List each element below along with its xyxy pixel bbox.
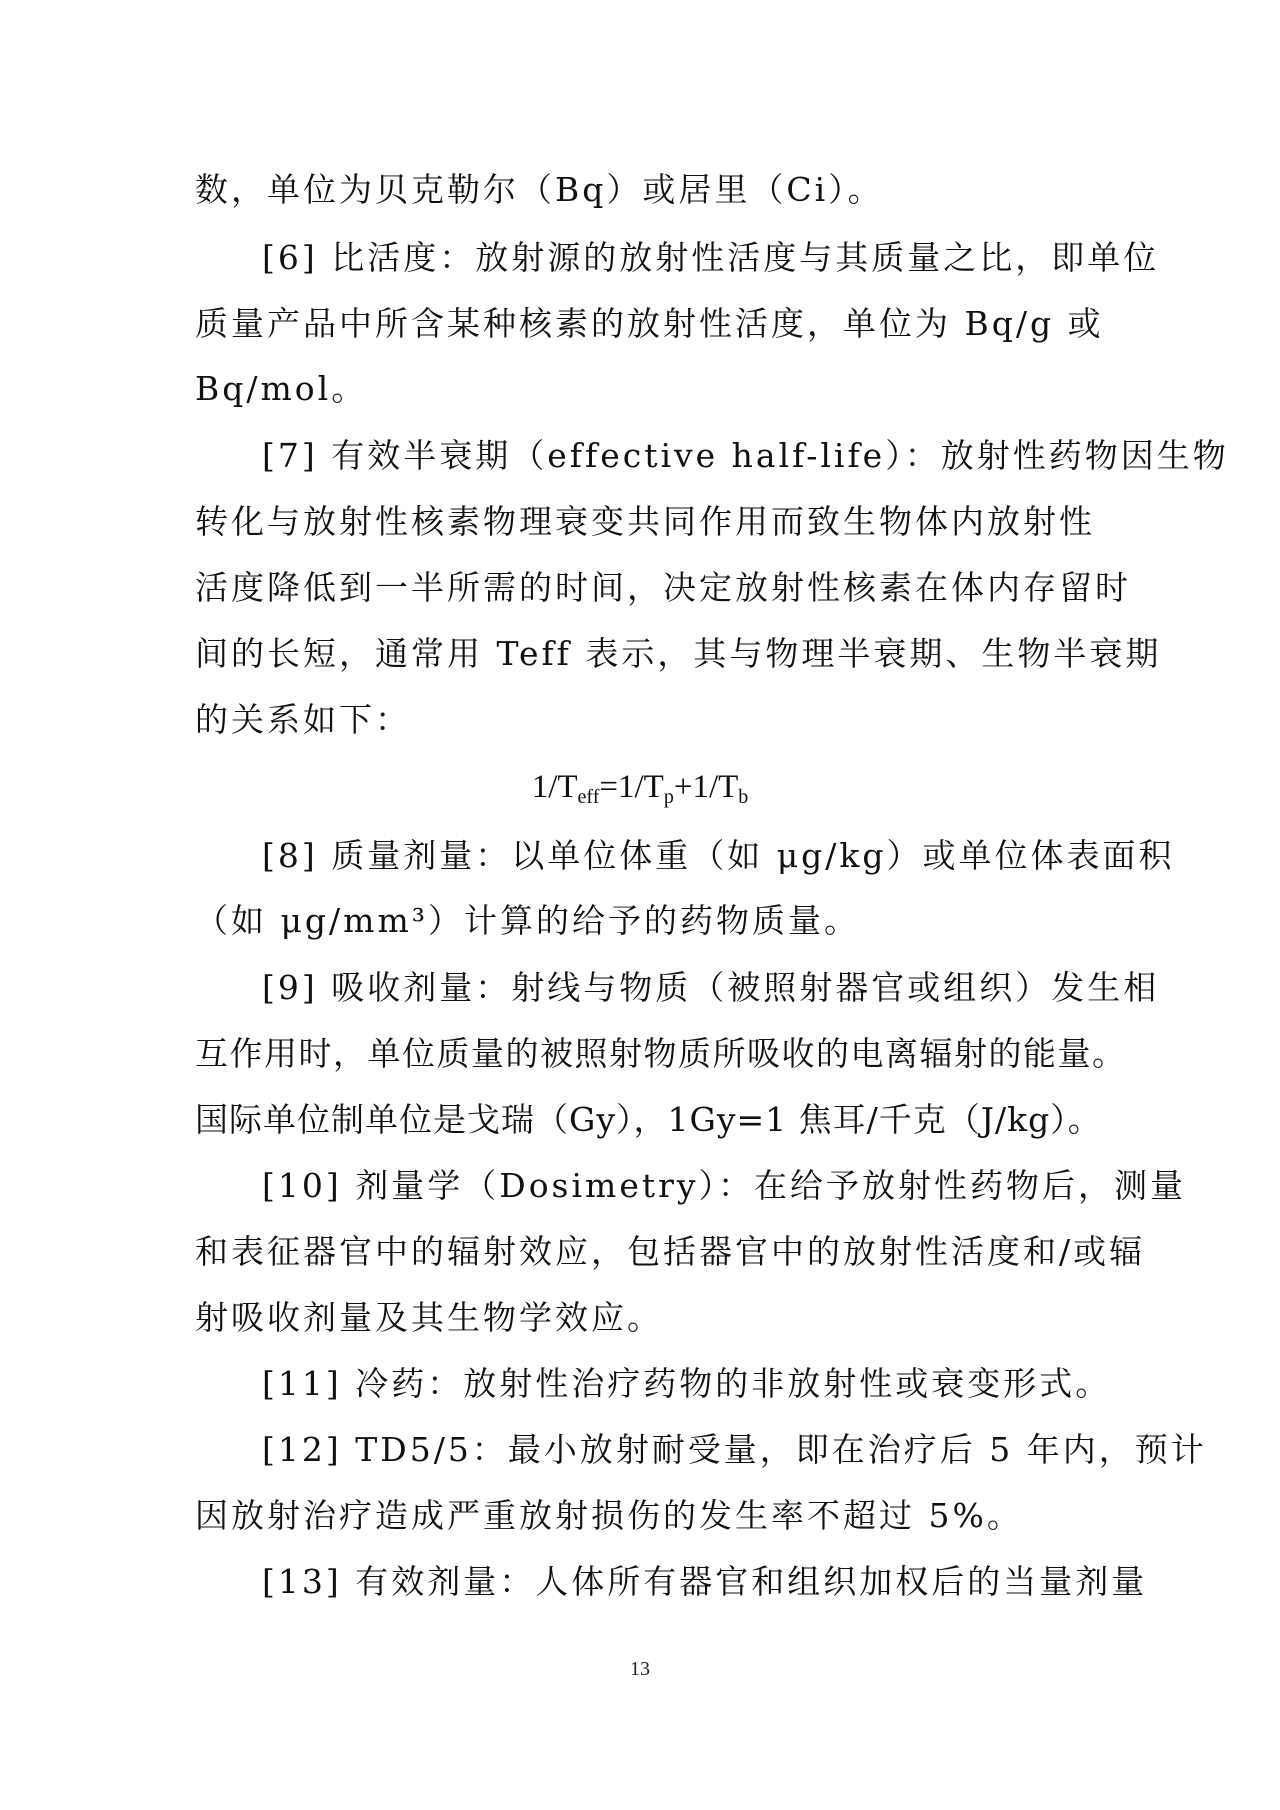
text-line: 质量产品中所含某种核素的放射性活度，单位为 Bq/g 或 bbox=[195, 304, 1104, 343]
text-line: 间的长短，通常用 Teff 表示，其与物理半衰期、生物半衰期 bbox=[195, 634, 1162, 673]
formula-subscript: eff bbox=[577, 786, 600, 808]
text-line: 活度降低到一半所需的时间，决定放射性核素在体内存留时 bbox=[195, 568, 1131, 607]
paragraph-8-line: [8] 质量剂量：以单位体重（如 μg/kg）或单位体表面积 bbox=[262, 836, 1175, 875]
paragraph-10-line: [10] 剂量学（Dosimetry）：在给予放射性药物后，测量 bbox=[262, 1166, 1187, 1205]
formula-part: 1/T bbox=[531, 769, 578, 805]
text-line: 的关系如下： bbox=[195, 700, 411, 739]
text-line: 和表征器官中的辐射效应，包括器官中的放射性活度和/或辐 bbox=[195, 1232, 1146, 1271]
text-line: 互作用时，单位质量的被照射物质所吸收的电离辐射的能量。 bbox=[195, 1034, 1127, 1073]
formula-subscript: b bbox=[738, 786, 749, 808]
formula-part: +1/T bbox=[673, 769, 739, 805]
paragraph-13-line: [13] 有效剂量：人体所有器官和组织加权后的当量剂量 bbox=[262, 1562, 1148, 1601]
page-number: 13 bbox=[630, 1658, 650, 1680]
half-life-formula bbox=[0, 767, 1280, 817]
paragraph-7-line: [7] 有效半衰期（effective half-life）：放射性药物因生物 bbox=[262, 436, 1229, 475]
paragraph-9-line: [9] 吸收剂量：射线与物质（被照射器官或组织）发生相 bbox=[262, 968, 1160, 1007]
formula-subscript: p bbox=[663, 786, 674, 808]
text-line: 国际单位制单位是戈瑞（Gy），1Gy=1 焦耳/千克（J/kg）。 bbox=[195, 1100, 1102, 1139]
paragraph-6-line: [6] 比活度：放射源的放射性活度与其质量之比，即单位 bbox=[262, 238, 1160, 277]
text-line: （如 μg/mm³）计算的给予的药物质量。 bbox=[195, 901, 860, 940]
paragraph-11-line: [11] 冷药：放射性治疗药物的非放射性或衰变形式。 bbox=[262, 1364, 1112, 1403]
text-line: 数，单位为贝克勒尔（Bq）或居里（Ci）。 bbox=[195, 170, 884, 209]
text-line: 转化与放射性核素物理衰变共同作用而致生物体内放射性 bbox=[195, 502, 1095, 541]
text-line: Bq/mol。 bbox=[195, 369, 368, 408]
text-line: 因放射治疗造成严重放射损伤的发生率不超过 5%。 bbox=[195, 1496, 1023, 1535]
text-line: 射吸收剂量及其生物学效应。 bbox=[195, 1298, 663, 1337]
paragraph-12-line: [12] TD5/5：最小放射耐受量，即在治疗后 5 年内，预计 bbox=[262, 1430, 1207, 1469]
formula-part: =1/T bbox=[599, 769, 664, 805]
